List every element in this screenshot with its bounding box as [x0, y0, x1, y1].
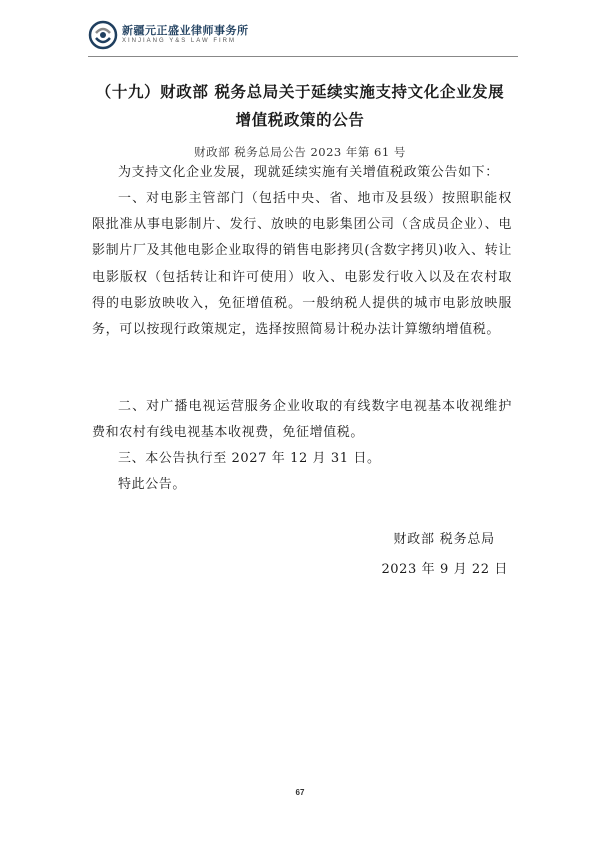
firm-logo-icon	[88, 20, 118, 50]
closing-paragraph: 特此公告。	[118, 477, 187, 492]
document-title-line1: （十九）财政部 税务总局关于延续实施支持文化企业发展	[95, 83, 505, 101]
announcement-number: 财政部 税务总局公告 2023 年第 61 号	[194, 145, 406, 159]
intro-paragraph: 为支持文化企业发展，现就延续实施有关增值税政策公告如下：	[118, 165, 499, 180]
page-number: 67	[295, 788, 305, 797]
document-title-line2: 增值税政策的公告	[235, 111, 365, 129]
clause-two-paragraph: 二、对广播电视运营服务企业收取的有线数字电视基本收视维护费和农村有线电视基本收视费，免征增值税。	[92, 399, 512, 441]
signatory: 财政部 税务总局	[393, 532, 495, 547]
page-header	[88, 16, 518, 56]
signature-date: 2023 年 9 月 22 日	[381, 562, 508, 577]
clause-three-paragraph: 三、本公告执行至 2027 年 12 月 31 日。	[118, 451, 381, 466]
firm-name-cn: 新疆元正盛业律师事务所	[122, 24, 249, 37]
header-divider	[88, 56, 518, 57]
firm-name-en: XINJIANG Y&S LAW FIRM	[122, 38, 237, 44]
clause-one-paragraph: 一、对电影主管部门（包括中央、省、地市及县级）按照职能权限批准从事电影制片、发行、放映的电影集团公司（含成员企业）、电影制片厂及其他电影企业取得的销售电影拷贝(含数字拷贝)收入、转让电影版权（包括转让和许可使用）收入、电影发行收入以及在农村取得的电影放映收入，免征增值税。一般纳税人提供的城市电影放映服务，可以按现行政策规定，选择按照简易计税办法计算缴纳增值税。	[92, 191, 512, 338]
